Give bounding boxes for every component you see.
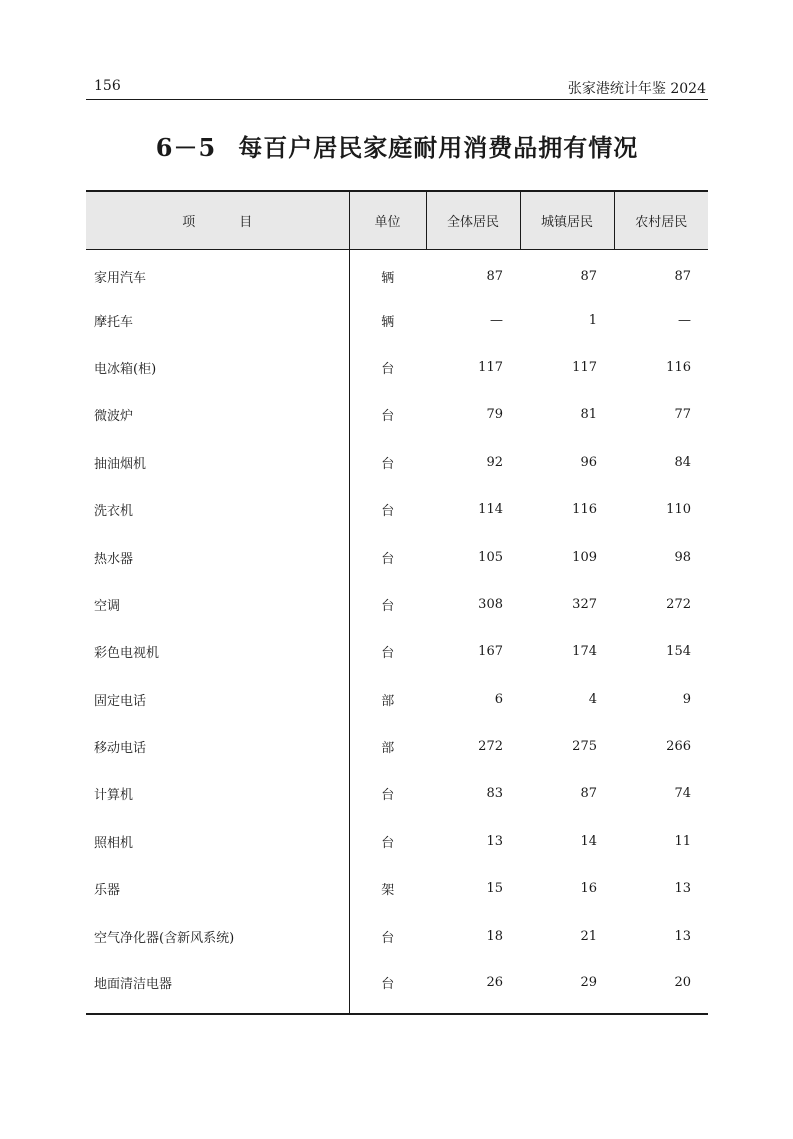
cell-unit: 台 <box>349 912 426 959</box>
table-row <box>86 296 708 343</box>
cell-unit: 台 <box>349 486 426 533</box>
table-title: 每百户居民家庭耐用消费品拥有情况 <box>238 133 639 162</box>
column-header-unit: 单位 <box>349 191 426 249</box>
cell-rural: 74 <box>674 786 691 802</box>
table-row <box>86 676 708 723</box>
page-title <box>86 128 708 163</box>
cell-urban: 87 <box>580 269 597 285</box>
data-table-container <box>86 190 708 1015</box>
cell-rural: 84 <box>674 454 691 470</box>
cell-unit: 台 <box>349 818 426 865</box>
cell-item: 计算机 <box>94 788 134 804</box>
cell-rural: 154 <box>666 644 691 660</box>
cell-item: 乐器 <box>94 883 121 899</box>
cell-item: 照相机 <box>94 835 134 851</box>
cell-rural: 77 <box>674 407 691 423</box>
cell-item: 家用汽车 <box>94 271 147 287</box>
cell-urban: 117 <box>572 359 597 375</box>
cell-unit: 部 <box>349 676 426 723</box>
cell-unit: 台 <box>349 344 426 391</box>
cell-unit: 辆 <box>349 296 426 343</box>
cell-rural: 98 <box>674 549 691 565</box>
cell-unit: 辆 <box>349 249 426 296</box>
cell-item: 空气净化器(含新风系统) <box>94 930 235 946</box>
table-row <box>86 770 708 817</box>
book-title: 张家港统计年鉴 2024 <box>567 81 706 97</box>
table-header-row <box>86 191 708 249</box>
page-header <box>86 76 708 98</box>
cell-all: 114 <box>478 502 503 518</box>
table-body <box>86 249 708 1014</box>
cell-rural: — <box>678 312 691 328</box>
cell-urban: 327 <box>572 596 597 612</box>
cell-rural: 266 <box>666 739 691 755</box>
cell-urban: 21 <box>580 928 597 944</box>
table-row <box>86 344 708 391</box>
cell-urban: 81 <box>580 407 597 423</box>
cell-rural: 13 <box>674 881 691 897</box>
header-rule <box>86 99 708 100</box>
cell-all: 13 <box>486 833 503 849</box>
cell-all: 117 <box>478 359 503 375</box>
table-row <box>86 249 708 296</box>
cell-item: 空调 <box>94 598 121 614</box>
cell-unit: 架 <box>349 865 426 912</box>
cell-item: 摩托车 <box>94 314 134 330</box>
cell-urban: 116 <box>572 502 597 518</box>
column-header-rural: 农村居民 <box>614 191 708 249</box>
cell-item: 电冰箱(柜) <box>94 361 157 377</box>
cell-unit: 台 <box>349 391 426 438</box>
column-header-item: 项 目 <box>86 191 349 249</box>
cell-urban: 29 <box>520 960 614 1014</box>
cell-item: 抽油烟机 <box>94 456 147 472</box>
cell-item: 热水器 <box>94 551 134 567</box>
cell-all: 15 <box>486 881 503 897</box>
table-row <box>86 628 708 675</box>
cell-all: 87 <box>486 269 503 285</box>
cell-rural: 20 <box>614 960 708 1014</box>
cell-item: 微波炉 <box>94 409 134 425</box>
cell-urban: 1 <box>588 312 597 328</box>
cell-urban: 109 <box>572 549 597 565</box>
table-row <box>86 486 708 533</box>
cell-unit: 台 <box>349 960 426 1014</box>
data-table <box>86 190 708 1015</box>
cell-all: 18 <box>486 928 503 944</box>
cell-all: 308 <box>478 596 503 612</box>
table-row <box>86 818 708 865</box>
cell-all: 79 <box>486 407 503 423</box>
table-row <box>86 912 708 959</box>
table-row <box>86 723 708 770</box>
cell-urban: 174 <box>572 644 597 660</box>
cell-rural: 110 <box>666 502 691 518</box>
cell-unit: 台 <box>349 533 426 580</box>
cell-rural: 11 <box>674 833 691 849</box>
cell-item: 移动电话 <box>94 741 147 757</box>
cell-all: 6 <box>494 691 503 707</box>
cell-all: 105 <box>478 549 503 565</box>
cell-all: 272 <box>478 739 503 755</box>
cell-urban: 275 <box>572 739 597 755</box>
cell-unit: 台 <box>349 770 426 817</box>
page-number: 156 <box>94 78 121 94</box>
table-row <box>86 960 708 1014</box>
table-row <box>86 865 708 912</box>
table-row <box>86 391 708 438</box>
cell-urban: 14 <box>580 833 597 849</box>
column-header-urban: 城镇居民 <box>520 191 614 249</box>
cell-urban: 96 <box>580 454 597 470</box>
cell-rural: 272 <box>666 596 691 612</box>
cell-item: 地面清洁电器 <box>86 960 349 1014</box>
cell-item: 固定电话 <box>94 693 147 709</box>
cell-all: 167 <box>478 644 503 660</box>
cell-rural: 87 <box>674 269 691 285</box>
cell-item: 彩色电视机 <box>94 646 160 662</box>
table-row <box>86 439 708 486</box>
column-header-all: 全体居民 <box>426 191 520 249</box>
cell-unit: 台 <box>349 628 426 675</box>
cell-rural: 13 <box>674 928 691 944</box>
cell-all: 83 <box>486 786 503 802</box>
cell-urban: 87 <box>580 786 597 802</box>
table-row <box>86 581 708 628</box>
cell-unit: 台 <box>349 439 426 486</box>
table-number: 6－5 <box>155 133 217 162</box>
cell-all: 92 <box>486 454 503 470</box>
cell-rural: 116 <box>666 359 691 375</box>
cell-unit: 台 <box>349 581 426 628</box>
cell-all: 26 <box>426 960 520 1014</box>
cell-item: 洗衣机 <box>94 504 134 520</box>
cell-unit: 部 <box>349 723 426 770</box>
cell-urban: 4 <box>588 691 597 707</box>
cell-urban: 16 <box>580 881 597 897</box>
table-row <box>86 533 708 580</box>
cell-all: — <box>490 312 503 328</box>
cell-rural: 9 <box>682 691 691 707</box>
